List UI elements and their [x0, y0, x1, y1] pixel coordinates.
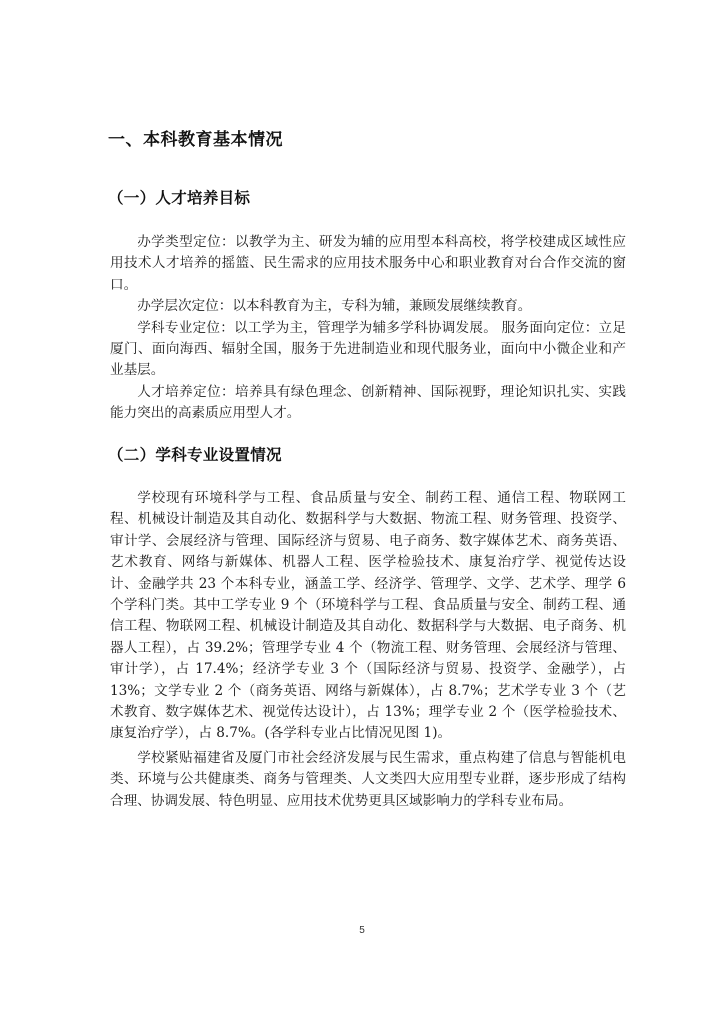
- talent-goals-body: [110, 232, 626, 425]
- section-title-disciplines: （二）学科专业设置情况: [108, 446, 282, 464]
- disciplines-layout-body: [110, 748, 626, 812]
- disciplines-body: [110, 488, 626, 745]
- page-number: 5: [359, 925, 365, 936]
- paragraph-school-level: 办学层次定位：以本科教育为主，专科为辅，兼顾发展继续教育。: [137, 298, 532, 315]
- paragraph-discipline-position: 学科专业定位：以工学为主，管理学为辅多学科协调发展。 服务面向定位：立足厦门、面向海西、辐射全国，服务于先进制造业和现代服务业，面向中小微企业和产业基层。: [110, 319, 626, 379]
- paragraph-major-clusters: 学校紧贴福建省及厦门市社会经济发展与民生需求，重点构建了信息与智能机电类、环境与公共健康类、商务与管理类、人文类四大应用型专业群，逐步形成了结构合理、协调发展、特色明显、应用技术优势更具区域影响力的学科专业布局。: [110, 750, 626, 809]
- paragraph-majors-overview: 学校现有环境科学与工程、食品质量与安全、制药工程、通信工程、物联网工程、机械设计制造及其自动化、数据科学与大数据、物流工程、财务管理、投资学、审计学、会展经济与管理、国际经济与贸易、电子商务、数字媒体艺术、商务英语、艺术教育、网络与新媒体、机器人工程、医学检验技术、康复治疗学、视觉传达设计、金融学共 23 个本科专业，涵盖工学、经济学、管理学、文学、艺术学、理学 6 个学科门类。其中工学专业 9 个（环境科学与工程、食品质量与安全、制药工程、通信工程、物联网工程、机械设计制造及其自动化、数据科学与大数据、电子商务、机器人工程），占 39.2%；管理学专业 4 个（物流工程、财务管理、会展经济与管理、审计学），占 17.4%；经济学专业 3 个（国际经济与贸易、投资学、金融学），占 13%；文学专业 2 个（商务英语、网络与新媒体），占 8.7%；艺术学专业 3 个（艺术教育、数字媒体艺术、视觉传达设计），占 13%；理学专业 2 个（医学检验技术、康复治疗学），占 8.7%。(各学科专业占比情况见图 1)。: [110, 490, 626, 742]
- section-title-talent-goals: （一）人才培养目标: [108, 189, 251, 207]
- paragraph-school-type: 办学类型定位：以教学为主、研发为辅的应用型本科高校，将学校建成区域性应用技术人才培养的摇篮、民生需求的应用技术服务中心和职业教育对台合作交流的窗口。: [110, 234, 626, 293]
- page-heading: 一、本科教育基本情况: [108, 130, 283, 150]
- paragraph-talent-position: 人才培养定位：培养具有绿色理念、创新精神、国际视野，理论知识扎实、实践能力突出的高素质应用型人才。: [110, 383, 626, 422]
